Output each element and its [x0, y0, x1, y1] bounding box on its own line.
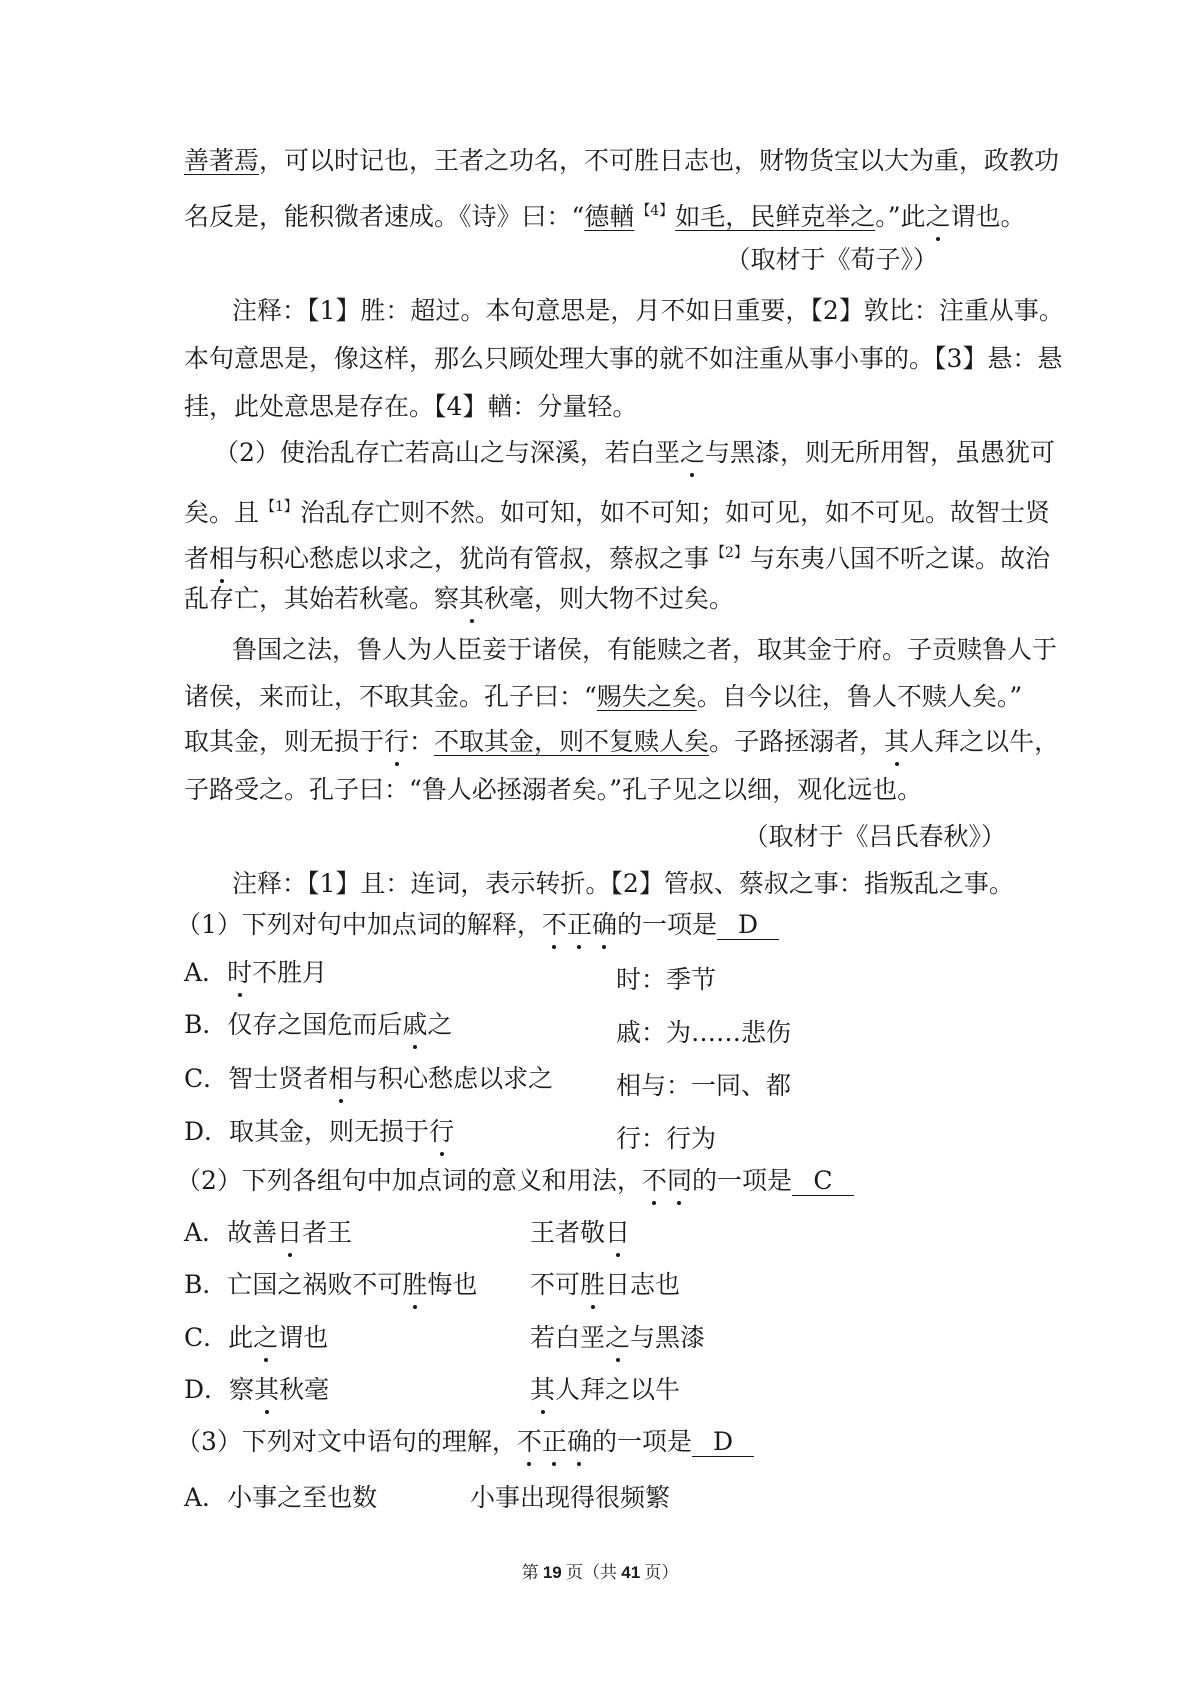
dotted-word: 其: [459, 584, 485, 613]
answer-blank: D: [717, 911, 779, 940]
footnote-marker: 【4】: [636, 203, 674, 219]
dotted-word: 其: [254, 1375, 280, 1404]
q1-option-a: A．时不胜月: [184, 958, 328, 987]
dotted-word: 日: [605, 1218, 631, 1247]
dotted-word: 不: [541, 910, 567, 939]
dotted-word: 正: [566, 910, 592, 939]
q1-gloss-b: 戚：为……悲伤: [616, 1018, 792, 1047]
q2-option-d-left: D．察其秋毫: [184, 1375, 330, 1404]
underlined-phrase: 德輶: [584, 202, 635, 231]
underlined-phrase: 赐失之矣: [596, 682, 697, 711]
passage2-line-3: 者相与积心愁虑以求之，犹尚有管叔，蔡叔之事 $^{【2】}$与东夷八国不听之谋。故治: [184, 544, 1050, 573]
dotted-word: 胜: [402, 1270, 428, 1299]
dotted-word: 不: [641, 1166, 667, 1195]
dotted-word: 确: [566, 1427, 592, 1456]
q1-gloss-c: 相与：一同、都: [616, 1071, 792, 1100]
dotted-word: 不: [516, 1427, 542, 1456]
q2-option-a-right: 王者敬日: [530, 1218, 631, 1247]
underlined-phrase: 如毛，民鲜克举之: [675, 202, 876, 231]
dotted-word: 之: [925, 202, 951, 231]
passage1-line-1: 善著焉，可以时记也，王者之功名，不可胜日志也，财物货宝以大为重，政教功: [184, 146, 1060, 175]
notes2: 注释：【1】且：连词，表示转折。【2】管叔、蔡叔之事：指叛乱之事。: [232, 869, 1014, 898]
q2-option-d-right: 其人拜之以牛: [530, 1375, 681, 1404]
passage3-line-3: 取其金，则无损于行：不取其金，则不复赎人矣。子路拯溺者，其人拜之以牛，: [184, 727, 1060, 756]
q3-gloss-a: 小事出现得很频繁: [470, 1483, 671, 1512]
notes1-line-1: 注释：【1】胜：超过。本句意思是，月不如日重要，【2】敦比：注重从事。: [232, 296, 1064, 325]
notes1-line-2: 本句意思是，像这样，那么只顾处理大事的就不如注重从事小事的。【3】悬：悬: [184, 344, 1063, 373]
dotted-word: 其: [884, 727, 910, 756]
dotted-word: 之: [253, 1323, 279, 1352]
page-total: 41: [621, 1563, 641, 1582]
question-3-stem: （3）下列对文中语句的理解，不正确的一项是 D: [176, 1427, 754, 1457]
passage3-line-1: 鲁国之法，鲁人为人臣妾于诸侯，有能赎之者，取其金于府。子贡赎鲁人于: [232, 635, 1058, 664]
dotted-word: 之: [605, 1323, 631, 1352]
q2-option-c-right: 若白垩之与黑漆: [530, 1323, 706, 1352]
q2-option-a-left: A．故善日者王: [184, 1218, 353, 1247]
question-1-stem: （1）下列对句中加点词的解释，不正确的一项是 D: [176, 910, 779, 940]
page-number: 19: [542, 1563, 562, 1582]
underlined-phrase: 不取其金，则不复赎人矣: [434, 727, 710, 756]
q3-option-a: A．小事之至也数: [184, 1483, 378, 1512]
dotted-word: 时: [227, 958, 253, 987]
dotted-word: 戚: [402, 1010, 428, 1039]
dotted-word: 胜: [580, 1270, 606, 1299]
passage3-line-2: 诸侯，来而让，不取其金。孔子曰：“赐失之矣。自今以往，鲁人不赎人矣。”: [184, 682, 1023, 711]
source-citation: （取材于《吕氏春秋》）: [743, 822, 1006, 851]
dotted-word: 相: [328, 1064, 354, 1093]
passage2-line-1: （2）使治乱存亡若高山之与深溪，若白垩之与黑漆，则无所用智，虽愚犹可: [214, 438, 1055, 467]
footnote-marker: 【2】: [711, 545, 748, 561]
q1-option-b: B．仅存之国危而后戚之: [184, 1010, 453, 1039]
passage2-line-4: 乱存亡，其始若秋毫。察其秋毫，则大物不过矣。: [184, 584, 735, 613]
q1-option-d: D．取其金，则无损于行: [184, 1117, 455, 1146]
q1-gloss-a: 时：季节: [616, 965, 717, 994]
q2-option-b-left: B．亡国之祸败不可胜悔也: [184, 1270, 478, 1299]
footnote-marker: 【1】: [261, 499, 298, 515]
q1-gloss-d: 行：行为: [616, 1124, 717, 1153]
answer-blank: C: [792, 1167, 854, 1196]
dotted-word: 行: [429, 1117, 455, 1146]
dotted-word: 行: [384, 727, 410, 756]
q1-option-c: C．智士贤者相与积心愁虑以求之: [184, 1064, 554, 1093]
dotted-word: 正: [541, 1427, 567, 1456]
source-citation: （取材于《荀子》）: [725, 245, 938, 274]
answer-blank: D: [692, 1428, 754, 1457]
underlined-phrase: 善著焉: [184, 146, 260, 175]
dotted-word: 同: [666, 1166, 692, 1195]
page-footer: 第 19 页（共 41 页）: [521, 1563, 679, 1582]
question-2-stem: （2）下列各组句中加点词的意义和用法，不同的一项是 C: [176, 1166, 854, 1196]
dotted-word: 之: [679, 438, 705, 467]
dotted-word: 日: [277, 1218, 303, 1247]
dotted-word: 确: [591, 910, 617, 939]
q2-option-b-right: 不可胜日志也: [530, 1270, 681, 1299]
passage3-line-4: 子路受之。孔子曰：“鲁人必拯溺者矣。”孔子见之以细，观化远也。: [184, 775, 923, 804]
notes1-line-3: 挂，此处意思是存在。【4】輶：分量轻。: [184, 392, 638, 421]
q2-option-c-left: C．此之谓也: [184, 1323, 329, 1352]
dotted-word: 相: [209, 544, 235, 573]
dotted-word: 其: [530, 1375, 556, 1404]
passage2-line-2: 矣。且 $^{【1】}$治乱存亡则不然。如可知，如不可知；如可见，如不可见。故智士贤: [184, 498, 1050, 527]
passage1-line-2: 名反是，能积微者速成。《诗》曰：“德輶 $^{【4】}$如毛，民鲜克举之。”此之谓也。: [184, 202, 1026, 231]
